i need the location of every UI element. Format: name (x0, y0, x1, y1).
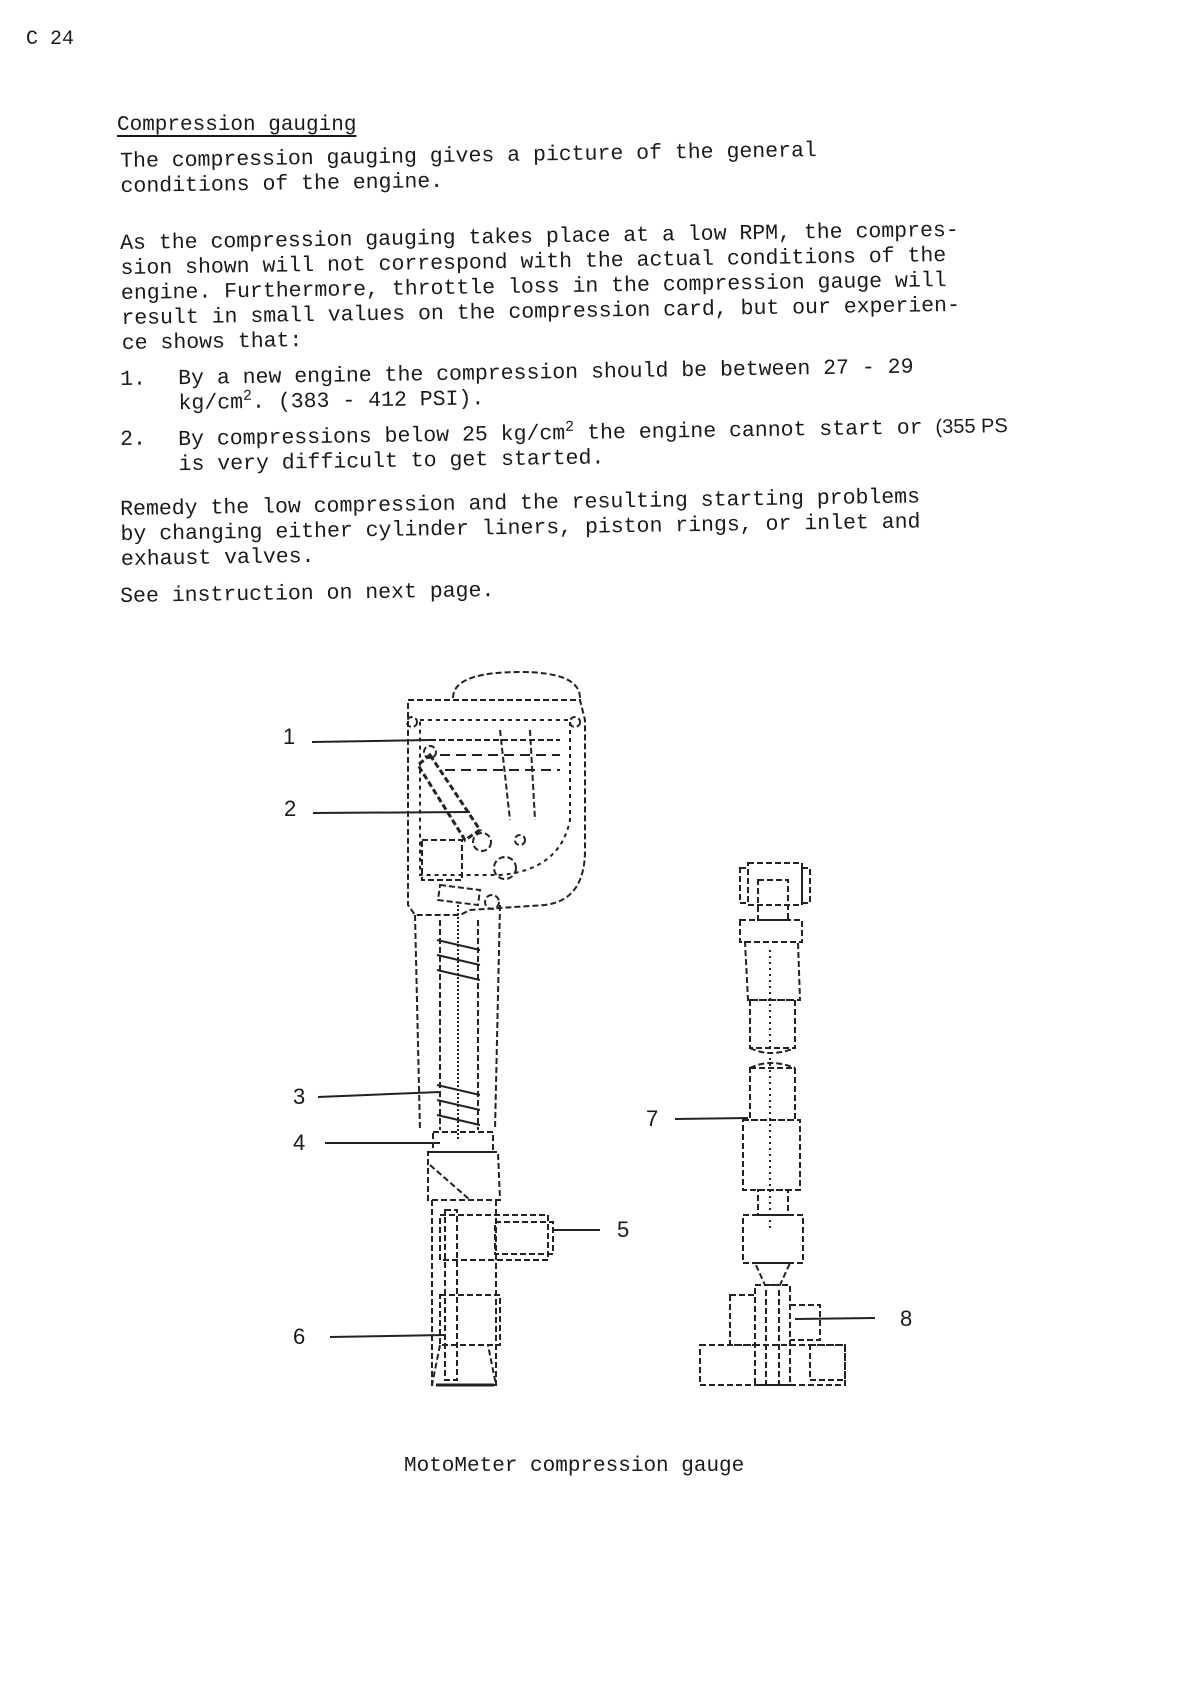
leader-line-3 (318, 1092, 440, 1097)
list-number: 2. (120, 427, 147, 452)
figure-label-1: 1 (283, 724, 296, 749)
figure-label-5: 5 (617, 1217, 630, 1242)
unit-text: kg/cm (178, 391, 244, 417)
section-heading: Compression gauging (117, 114, 357, 137)
paragraph-intro: The compression gauging gives a picture of the general conditions of the engine. (120, 139, 818, 199)
leader-line-7 (675, 1118, 748, 1119)
list-item-line: By a new engine the compression should be between 27 - 29 (177, 355, 914, 392)
leader-line-1 (312, 740, 430, 742)
paragraph-rpm: As the compression gauging takes place at a low RPM, the compres- sion shown will not correspond with the actual conditions of the engine. Furthermore, throttle loss in the compression gauge will result in small values on the compression card, but our experien- ce shows that: (120, 218, 961, 356)
figure-caption: MotoMeter compression gauge (404, 1455, 745, 1478)
gauge-head-drawing (407, 672, 585, 915)
list-number: 1. (120, 367, 147, 392)
figure-label-4: 4 (293, 1130, 306, 1155)
leader-line-6 (330, 1335, 445, 1337)
superscript: 2 (242, 387, 253, 405)
list-item-line: By compressions below 25 kg/cm (178, 422, 566, 453)
list-item-line: is very difficult to get started. (178, 446, 605, 478)
figure-label-7: 7 (646, 1106, 659, 1131)
paragraph-see-next: See instruction on next page. (120, 579, 495, 609)
leader-line-2 (313, 812, 470, 813)
list-item-line-cont: the engine cannot start or (574, 416, 936, 446)
handwritten-psi: (355 PS (935, 415, 1008, 439)
paragraph-remedy: Remedy the low compression and the resulting starting problems by changing either cylinder liners, piston rings, or inlet and exhaust valves. (120, 485, 921, 572)
figure-label-6: 6 (293, 1324, 306, 1349)
page-id: C 24 (26, 28, 75, 51)
hose-assembly-drawing (700, 863, 845, 1385)
gauge-shaft-drawing (415, 905, 553, 1385)
figure-label-3: 3 (293, 1084, 306, 1109)
psi-range-text: . (383 - 412 PSI). (251, 387, 485, 415)
figure-label-8: 8 (900, 1306, 913, 1331)
leader-line-8 (795, 1318, 875, 1319)
figure-label-2: 2 (284, 796, 297, 821)
leader-lines (312, 740, 875, 1337)
superscript: 2 (564, 418, 575, 436)
